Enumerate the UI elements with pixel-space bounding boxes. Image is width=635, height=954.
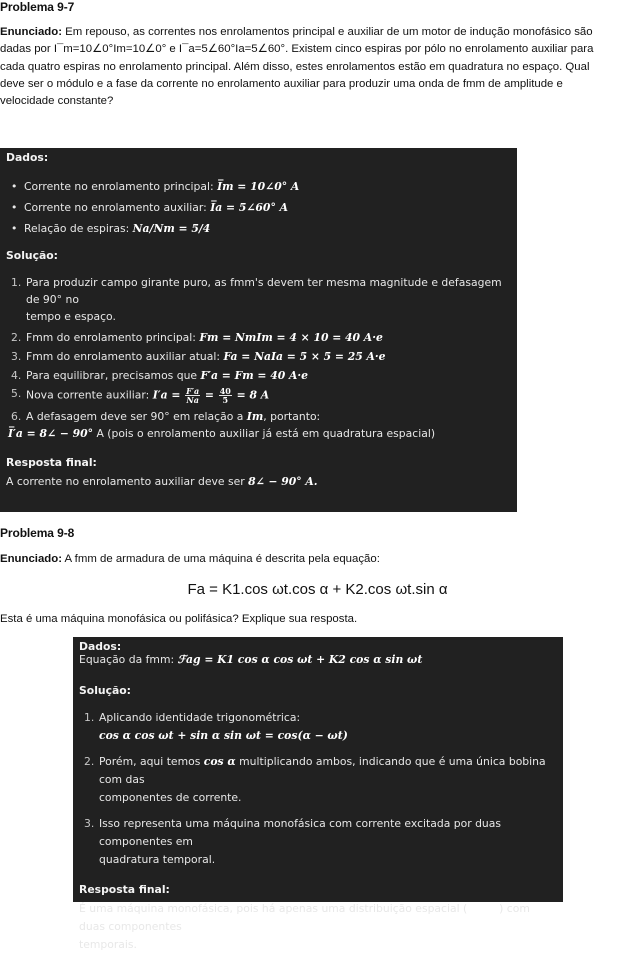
statement-line: dadas por I¯m=10∠0°Im=10∠0° e I¯a=5∠60°Ia=5∠60°. Existem cinco espiras por pólo no enrolamento auxiliar para — [0, 43, 594, 56]
problem-9-7-statement — [0, 24, 635, 110]
solution-step: 1. Aplicando identidade trigonométrica: cos α cos ωt + sin α sin ωt = cos(α − ωt) — [84, 711, 348, 742]
statement-line: deve ser o módulo e a fase da corrente no enrolamento auxiliar para produzir uma onda de fmm de amplitude e — [0, 77, 563, 90]
problem-9-7-heading: Problema 9-7 — [0, 0, 75, 14]
dados-item: • Relação de espiras: Na/Nm = 5/4 — [24, 222, 511, 235]
final-answer-text: A corrente no enrolamento auxiliar deve ser 8∠ − 90° A. — [6, 475, 318, 488]
solution-step: 1. Para produzir campo girante puro, as fmm's devem ter mesma magnitude e defasagem de 90° no tempo e espaço. — [11, 276, 502, 323]
statement-label: Enunciado: — [0, 553, 63, 565]
math-expression: I̅m = 10∠0° A — [217, 180, 300, 193]
math-expression: Im — [246, 410, 264, 423]
problem-9-8-heading: Problema 9-8 — [0, 526, 75, 540]
statement-line: Em repouso, as correntes nos enrolamentos principal e auxiliar de um motor de indução monofásico são — [62, 26, 593, 38]
solution-step: 3. Isso representa uma máquina monofásica com corrente excitada por duas componentes em quadratura temporal. — [84, 817, 502, 866]
solucao-list — [6, 274, 511, 442]
math-expression: Fa = NaIa = 5 × 5 = 25 A·e — [223, 350, 386, 363]
statement-label: Enunciado: — [0, 26, 63, 38]
math-expression: I̅a = 5∠60° A — [210, 201, 288, 214]
dados-list — [6, 180, 511, 235]
solution-step: 2. Fmm do enrolamento principal: Fm = NmIm = 4 × 10 = 40 A·e — [11, 331, 383, 344]
solution-step: 4. Para equilibrar, precisamos que F′a = Fm = 40 A·e — [11, 369, 309, 382]
final-answer-title: Resposta final: — [79, 883, 170, 896]
fmm-equation: Fa = K1.cos ωt.cos α + K2.cos ωt.sin α — [187, 581, 448, 598]
math-expression: ℱag = K1 cos α cos ωt + K2 cos α sin ωt — [177, 653, 423, 666]
fraction: $\frac{40}{5}$ — [219, 386, 231, 405]
math-expression: cos α — [203, 755, 236, 768]
math-expression: Na/Nm = 5/4 — [132, 222, 211, 235]
math-expression: cos α — [467, 902, 500, 915]
solution-screenshot-9-7 — [0, 148, 517, 512]
math-expression: cos α cos ωt + sin α sin ωt = cos(α − ωt) — [99, 729, 348, 742]
math-expression: 8∠ − 90° A. — [248, 475, 318, 488]
statement-line: cada quatro espiras no enrolamento principal. Além disso, estes enrolamentos estão em quadratura no espaço. Qual — [0, 60, 590, 73]
statement-line: velocidade constante? — [0, 95, 114, 108]
problem-9-8-question: Esta é uma máquina monofásica ou polifásica? Explique sua resposta. — [0, 613, 358, 625]
dados-item: • Corrente no enrolamento principal: I̅m = 10∠0° A — [24, 180, 511, 193]
dados-title: Dados: — [79, 640, 122, 653]
math-expression: Fm = NmIm = 4 × 10 = 40 A·e — [199, 331, 383, 344]
solucao-title: Solução: — [6, 249, 59, 262]
dados-text: Equação da fmm: ℱag = K1 cos α cos ωt + K2 cos α sin ωt — [79, 653, 423, 666]
solution-step: 5. Nova corrente auxiliar: I′a = $\frac{F'a}{Na}$ = $\frac{40}{5}$ = 8 A — [11, 386, 270, 405]
problem-9-8-statement: Enunciado: A fmm de armadura de uma máquina é descrita pela equação: — [0, 553, 380, 565]
math-expression: F′a = Fm = 40 A·e — [200, 369, 309, 382]
fraction: $\frac{F'a}{Na}$ — [186, 386, 200, 405]
dados-item: • Corrente no enrolamento auxiliar: I̅a = 5∠60° A — [24, 201, 511, 214]
solution-step: 6. A defasagem deve ser 90° em relação a Im, portanto: I̅′a = 8∠ − 90° A (pois o enrolamento auxiliar já está em quadratura espacial) — [8, 410, 436, 440]
math-expression: I̅′a = 8∠ − 90° — [8, 427, 94, 440]
solution-screenshot-9-8 — [73, 637, 563, 951]
final-answer-text: É uma máquina monofásica, pois há apenas uma distribuição espacial (cos α) com duas componentes temporais. — [79, 902, 530, 951]
solution-step: 2. Porém, aqui temos cos α multiplicando ambos, indicando que é uma única bobina com das componentes de corrente. — [84, 755, 546, 804]
final-answer-title: Resposta final: — [6, 456, 97, 469]
solution-step: 3. Fmm do enrolamento auxiliar atual: Fa = NaIa = 5 × 5 = 25 A·e — [11, 350, 386, 363]
dados-title: Dados: — [6, 151, 49, 164]
solucao-list — [79, 709, 557, 869]
solucao-title: Solução: — [79, 684, 132, 697]
